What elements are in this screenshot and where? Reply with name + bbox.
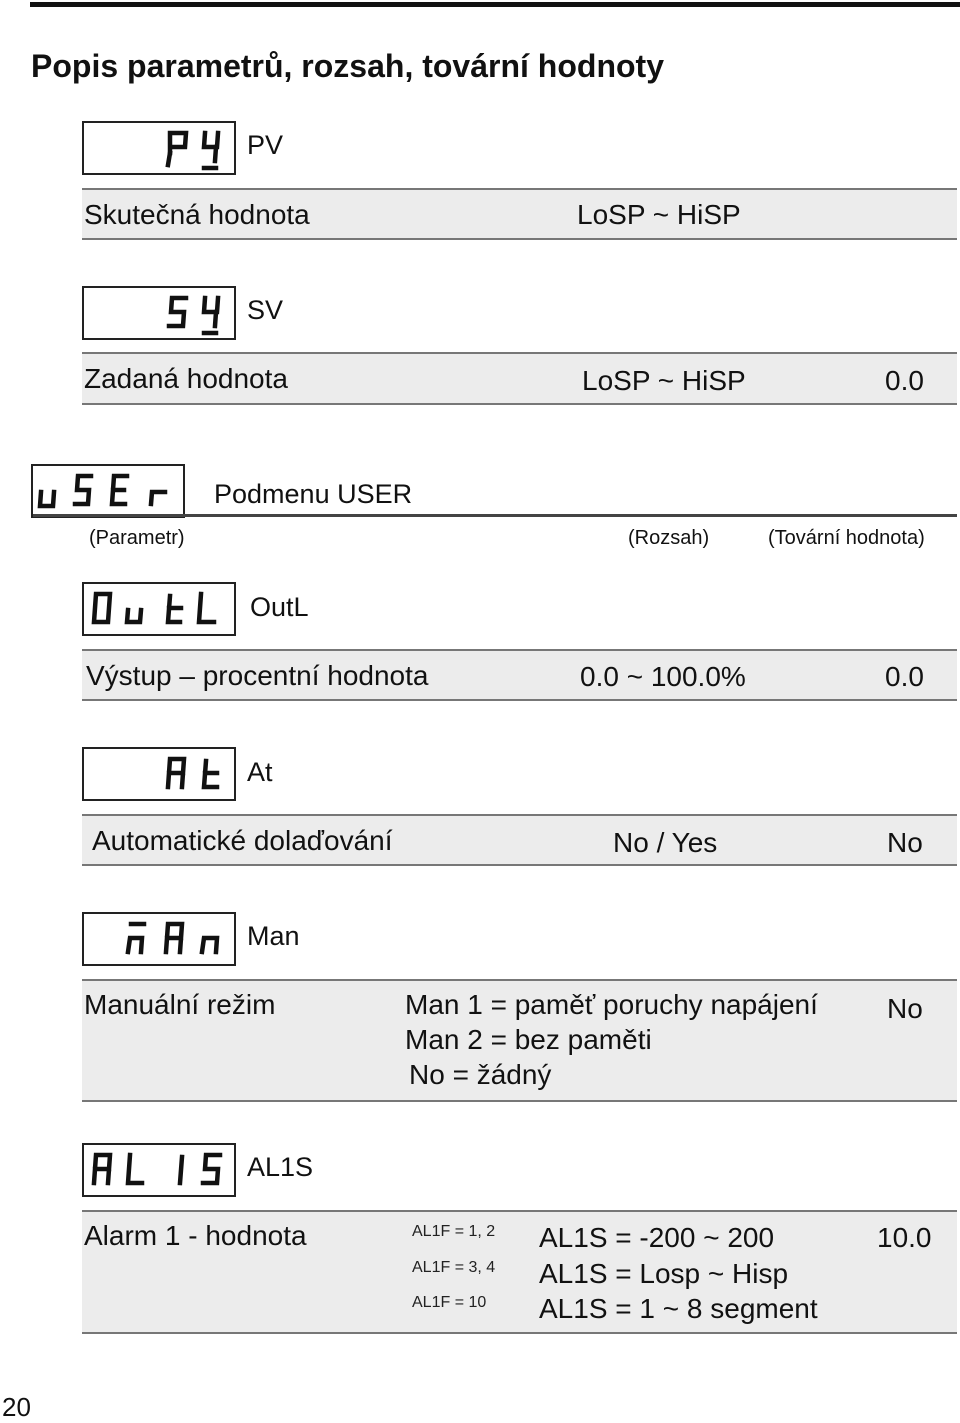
user-display-icon: [31, 464, 185, 518]
at-description: Automatické dolaďování: [92, 825, 393, 856]
outl-default: 0.0: [885, 661, 924, 692]
page-number: 20: [2, 1392, 31, 1422]
header-default: (Tovární hodnota): [768, 527, 925, 549]
al1s-condition: AL1F = 1, 2: [412, 1223, 496, 1240]
al1s-default: 10.0: [877, 1222, 932, 1253]
at-range: No / Yes: [613, 827, 718, 858]
at-name: At: [247, 757, 273, 787]
al1s-range: AL1S = 1 ~ 8 segment: [539, 1293, 818, 1324]
man-range-line: No = žádný: [409, 1059, 552, 1090]
man-name: Man: [247, 921, 300, 951]
user-submenu-rule: [33, 514, 957, 517]
at-row: [82, 814, 957, 866]
man-row: [82, 979, 957, 1102]
man-range-line: Man 2 = bez paměti: [405, 1024, 652, 1055]
sv-description: Zadaná hodnota: [84, 363, 288, 394]
top-rule: [30, 2, 960, 7]
pv-name: PV: [247, 130, 284, 160]
sv-row: [82, 352, 957, 405]
outl-range: 0.0 ~ 100.0%: [580, 661, 746, 692]
al1s-row: [82, 1210, 957, 1334]
at-display-icon: [82, 747, 236, 801]
sv-display-icon: [82, 286, 236, 340]
outl-name: OutL: [250, 592, 309, 622]
man-display-icon: [82, 912, 236, 966]
sv-name: SV: [247, 295, 284, 325]
al1s-condition: AL1F = 3, 4: [412, 1259, 496, 1276]
outl-display-icon: [82, 582, 236, 636]
pv-description: Skutečná hodnota: [84, 199, 310, 230]
outl-description: Výstup – procentní hodnota: [86, 660, 429, 691]
al1s-description: Alarm 1 - hodnota: [84, 1220, 307, 1251]
header-range: (Rozsah): [628, 527, 710, 549]
at-default: No: [887, 827, 923, 858]
al1s-condition: AL1F = 10: [412, 1294, 487, 1311]
man-range-line: Man 1 = paměť poruchy napájení: [405, 989, 818, 1020]
page-title: Popis parametrů, rozsah, tovární hodnoty: [31, 48, 664, 84]
sv-range: LoSP ~ HiSP: [582, 365, 746, 396]
outl-row: [82, 649, 957, 701]
man-default: No: [887, 993, 923, 1024]
pv-display-icon: [82, 121, 236, 175]
pv-range: LoSP ~ HiSP: [577, 199, 741, 230]
al1s-range: AL1S = -200 ~ 200: [539, 1222, 775, 1253]
al1s-name: AL1S: [247, 1152, 314, 1182]
user-submenu-name: Podmenu USER: [214, 479, 413, 509]
pv-row: [82, 188, 957, 240]
sv-default: 0.0: [885, 365, 924, 396]
al1s-display-icon: [82, 1143, 236, 1197]
header-param: (Parametr): [89, 527, 185, 549]
man-description: Manuální režim: [84, 989, 276, 1020]
al1s-range: AL1S = Losp ~ Hisp: [539, 1258, 789, 1289]
